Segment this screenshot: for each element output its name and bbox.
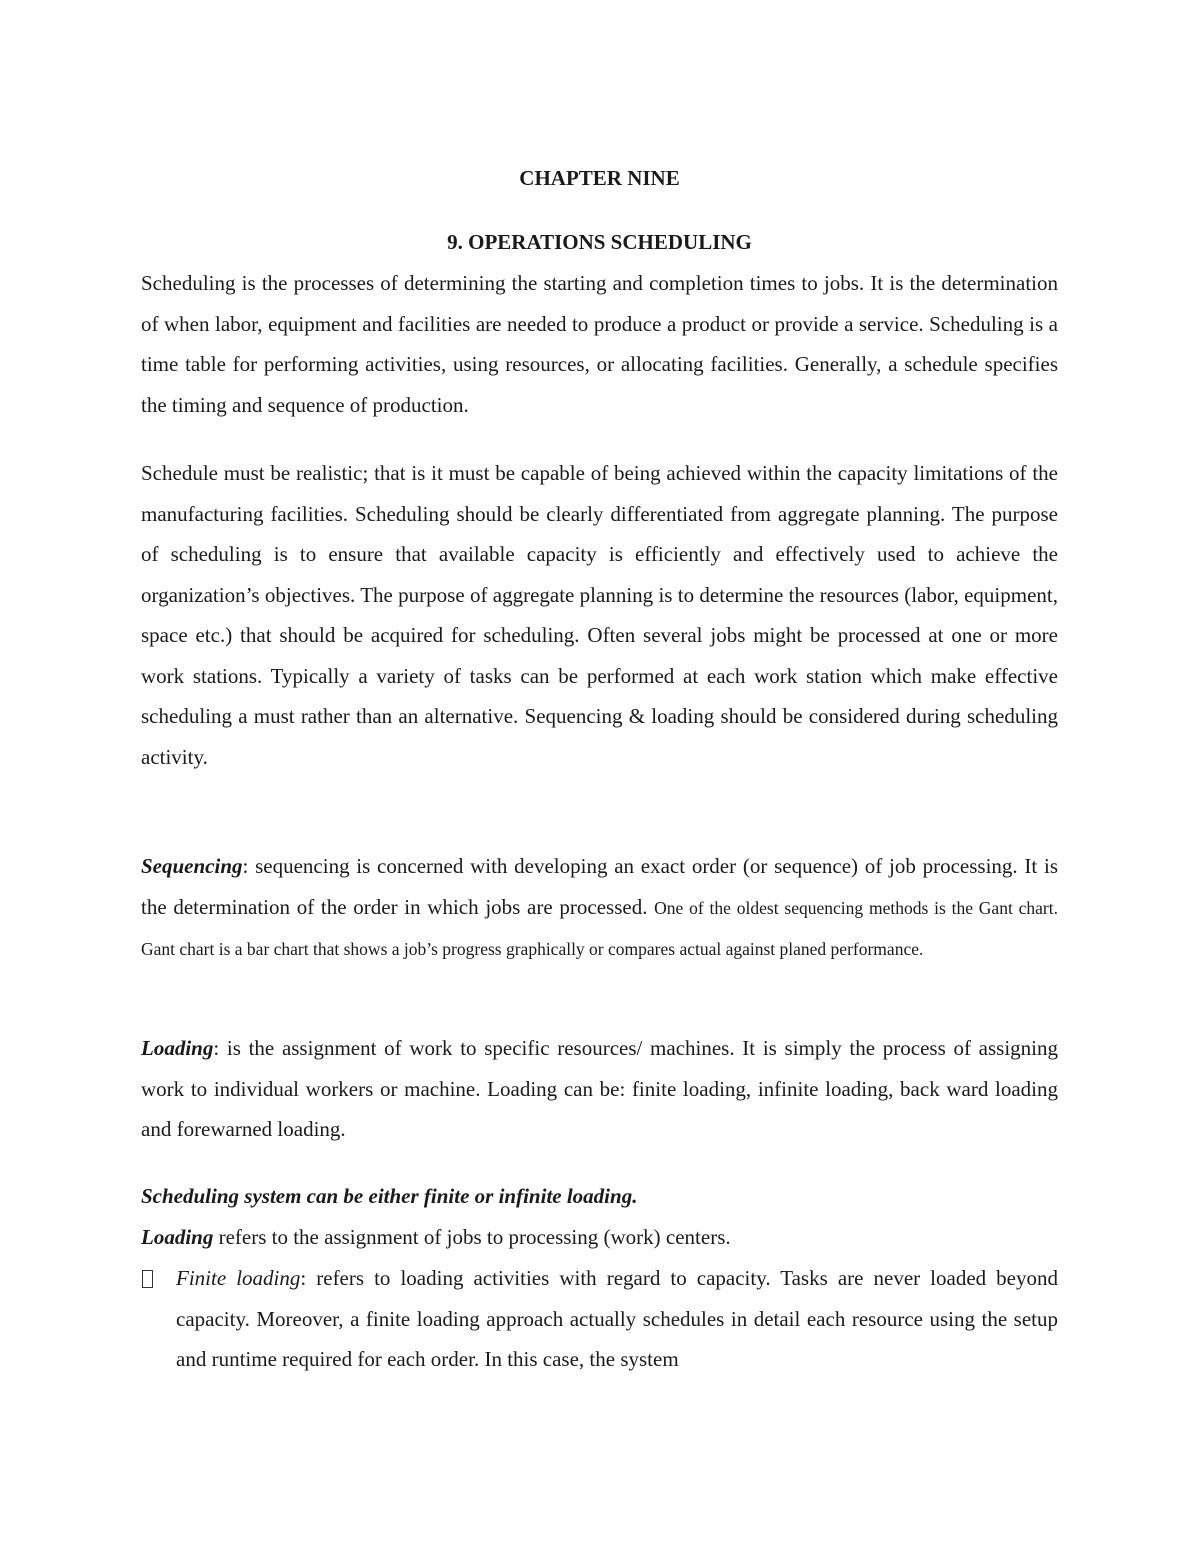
paragraph-sequencing (141, 846, 1058, 970)
chapter-label: CHAPTER NINE (519, 166, 680, 190)
scheduling-system-heading: Scheduling system can be either finite or infinite loading. (141, 1184, 638, 1208)
loading-definition-term: Loading (141, 1225, 214, 1249)
bullet-item-finite-loading (141, 1258, 1058, 1380)
chapter-title: 9. OPERATIONS SCHEDULING (447, 230, 752, 254)
loading-definition-text: refers to the assignment of jobs to processing (work) centers. (213, 1225, 731, 1249)
paragraph-scheduling-definition: Scheduling is the processes of determining the starting and completion times to jobs. It is the determination of when labor, equipment and facilities are needed to produce a product or provide a service. Scheduling is a time table for performing activities, using resources, or allocating facilities. Generally, a schedule specifies the timing and sequence of production. (141, 271, 1058, 417)
bullet-text (176, 1258, 1058, 1380)
finite-loading-text: : refers to loading activities with regard to capacity. Tasks are never loaded beyond capacity. Moreover, a finite loading approach actually schedules in detail each resource using the setup and runtime required for each order. In this case, the system (176, 1266, 1059, 1371)
paragraph-loading-definition (141, 1217, 1058, 1258)
sequencing-text: : sequencing is concerned with developing an exact order (or sequence) of job processing. It is the determination of the order in which jobs are processed. (141, 854, 1058, 919)
loading-text: : is the assignment of work to specific resources/ machines. It is simply the process of assigning work to individual workers or machine. Loading can be: finite loading, infinite loading, back ward loading and forewarned loading. (141, 1036, 1058, 1141)
loading-term: Loading (141, 1036, 214, 1060)
sequencing-gantt-note: One of the oldest sequencing methods is the Gant chart. Gant chart is a bar chart that shows a job’s progress graphically or compares actual against planed performance. (141, 897, 1058, 959)
finite-loading-term: Finite loading (176, 1266, 301, 1290)
sequencing-term: Sequencing (141, 854, 243, 878)
paragraph-schedule-realistic: Schedule must be realistic; that is it must be capable of being achieved within the capacity limitations of the manufacturing facilities. Scheduling should be clearly differentiated from aggregate planning. The purpose of scheduling is to ensure that available capacity is efficiently and effectively used to achieve the organization’s objectives. The purpose of aggregate planning is to determine the resources (labor, equipment, space etc.) that should be acquired for scheduling. Often several jobs might be processed at one or more work stations. Typically a variety of tasks can be performed at each work station which make effective scheduling a must rather than an alternative. Sequencing & loading should be considered during scheduling activity. (141, 461, 1058, 769)
paragraph-loading (141, 1028, 1058, 1150)
bullet-box-icon (141, 1258, 155, 1288)
